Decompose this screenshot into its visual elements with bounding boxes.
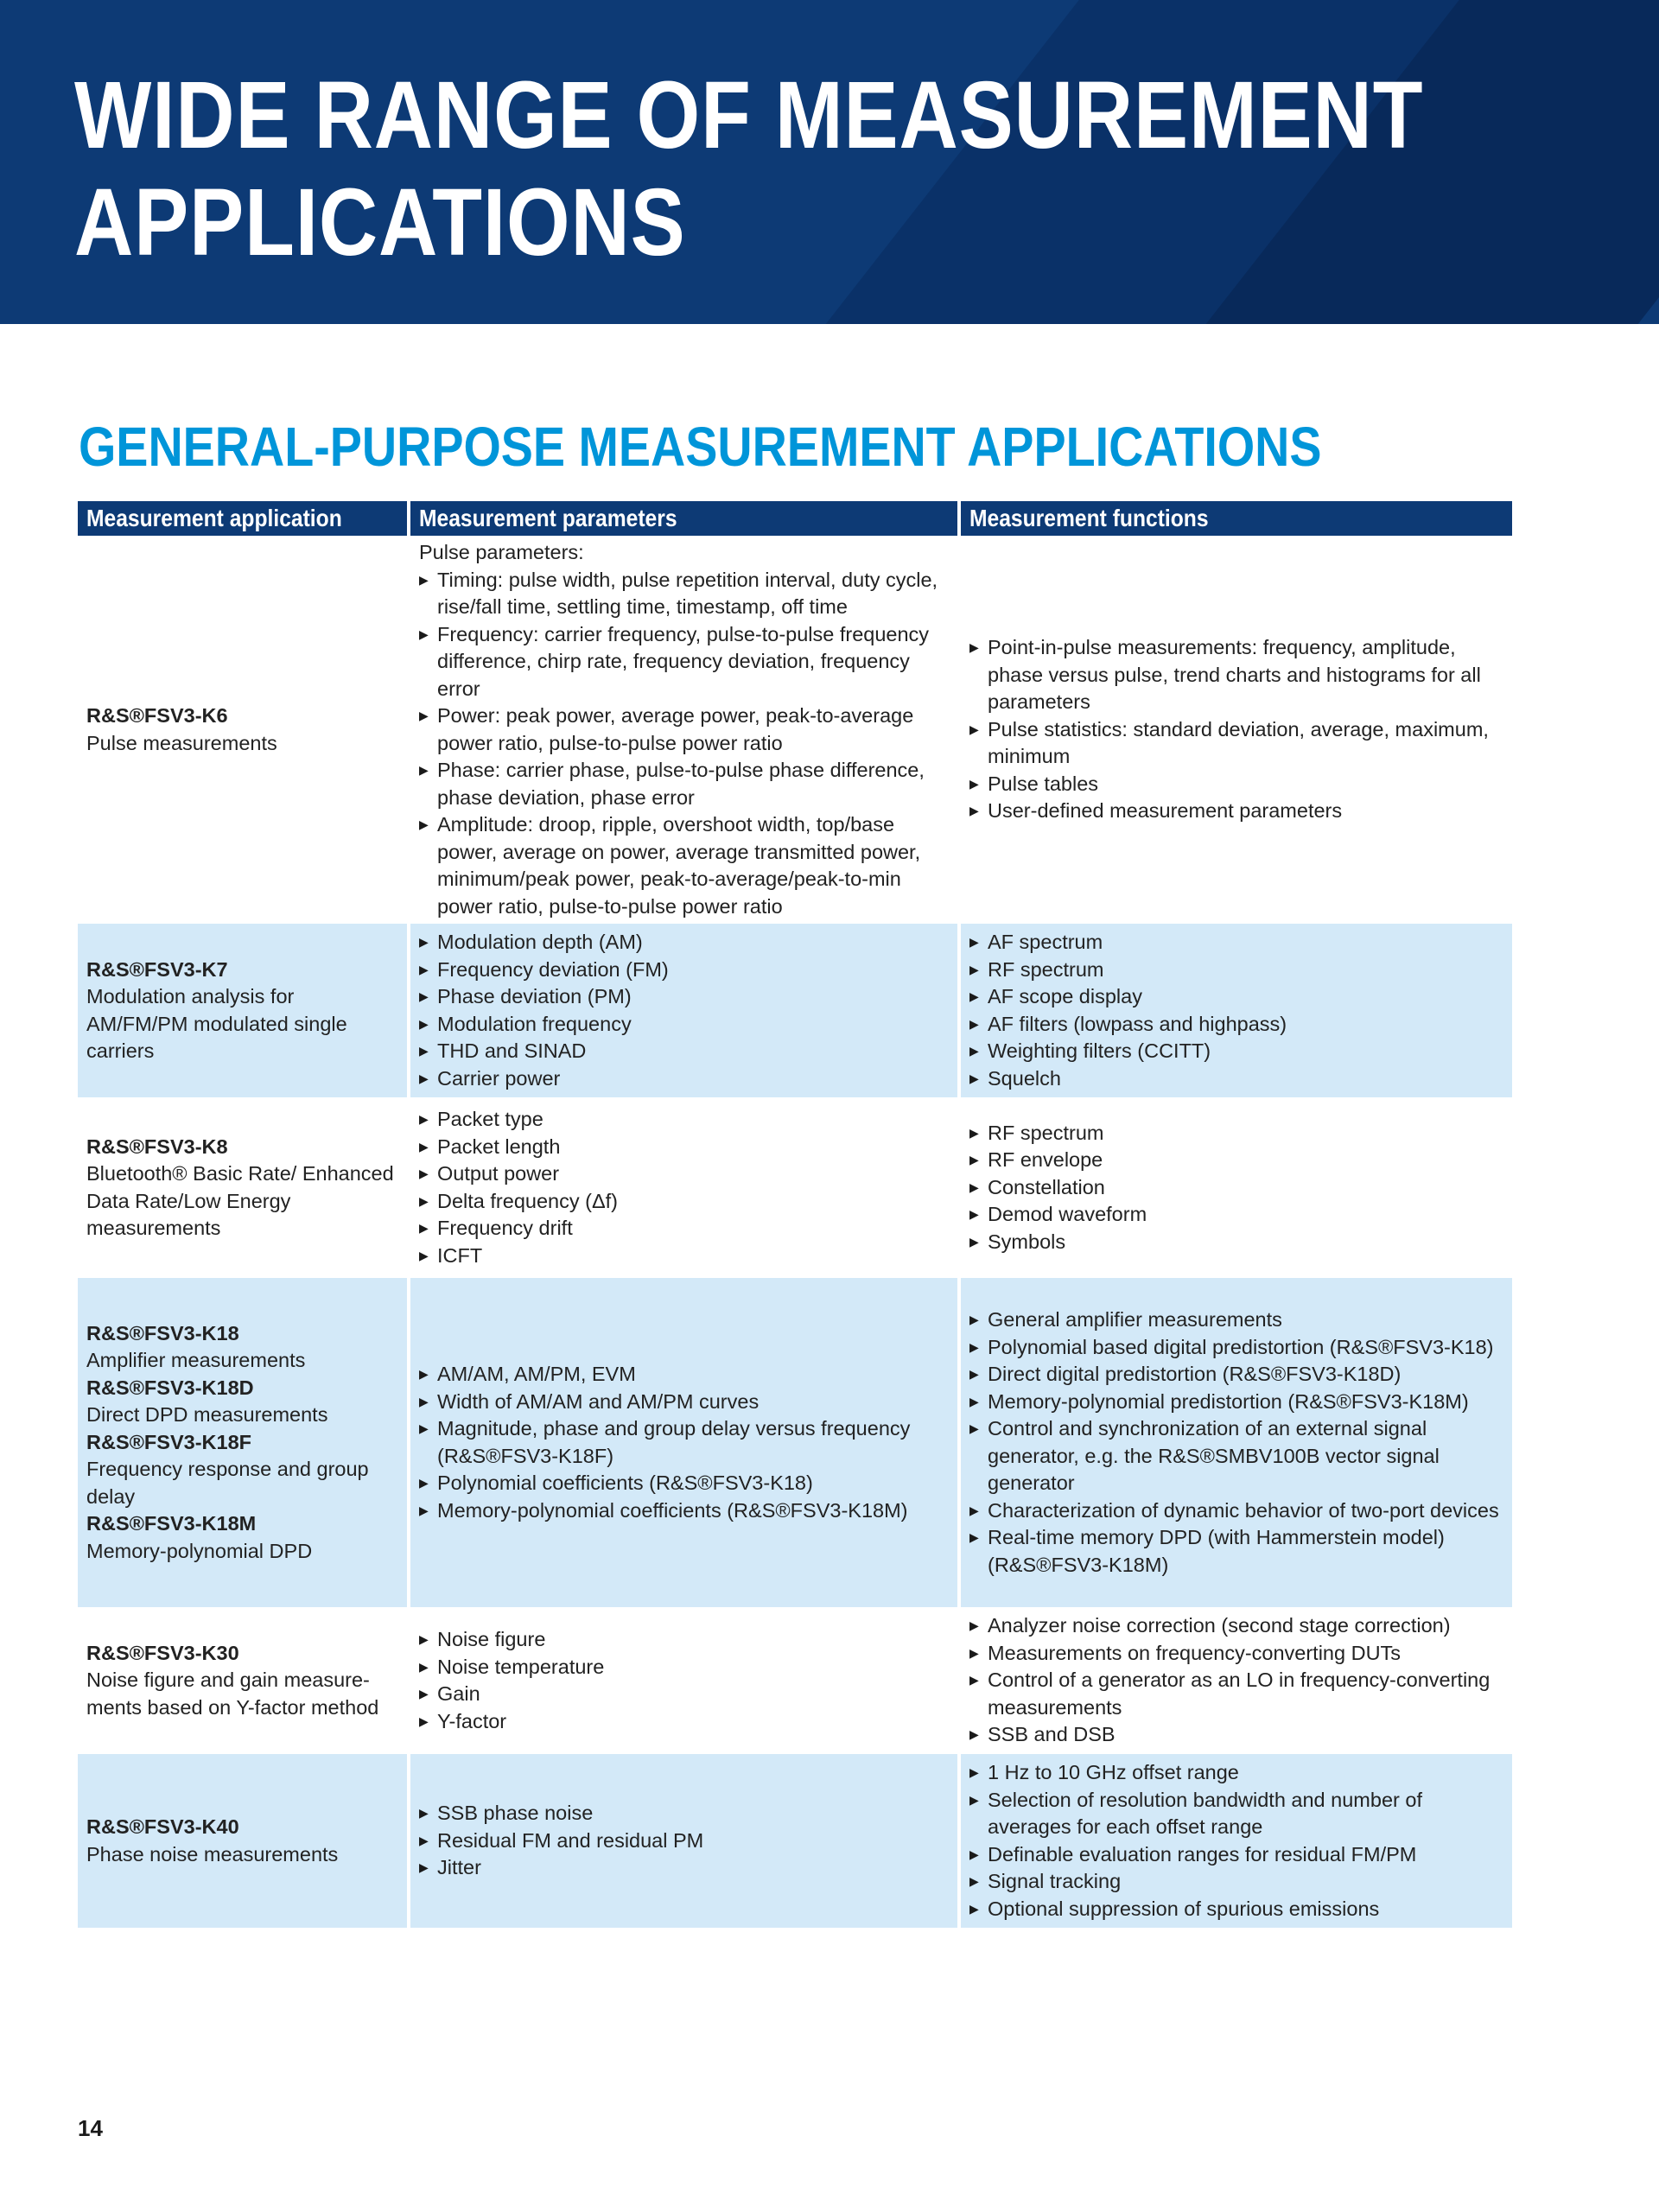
list-item: ▶ Control and synchronization of an external signal generator, e.g. the R&S®SMBV100B vector signal generator xyxy=(969,1415,1503,1497)
parameters-cell xyxy=(410,1097,961,1274)
parameters-list xyxy=(419,1626,949,1735)
parameters-cell xyxy=(410,1274,961,1607)
list-item: ▶ Noise figure xyxy=(419,1626,949,1654)
list-item: ▶ Real-time memory DPD (with Hammerstein model) (R&S®FSV3-K18M) xyxy=(969,1524,1503,1579)
list-item: ▶ Packet length xyxy=(419,1134,949,1161)
list-item: ▶ Frequency: carrier frequency, pulse-to-pulse frequency difference, chirp rate, frequency deviation, frequency error xyxy=(419,621,949,703)
table-row xyxy=(78,1751,1512,1928)
parameters-list xyxy=(419,1361,949,1524)
list-item: ▶ Power: peak power, average power, peak-to-average power ratio, pulse-to-pulse power ratio xyxy=(419,702,949,757)
list-item: ▶ Delta frequency (Δf) xyxy=(419,1188,949,1216)
parameters-list xyxy=(419,929,949,1092)
table-row xyxy=(78,1607,1512,1751)
product-description: Pulse measurements xyxy=(86,731,277,754)
column-header-functions: Measurement functions xyxy=(961,501,1512,536)
list-item: ▶ Pulse statistics: standard deviation, average, maximum, minimum xyxy=(969,716,1503,771)
list-item: ▶ Optional suppression of spurious emissions xyxy=(969,1896,1503,1923)
table-row xyxy=(78,920,1512,1097)
application-cell xyxy=(78,920,410,1097)
product-name: R&S®FSV3-K40 xyxy=(86,1815,239,1838)
list-item: ▶ SSB phase noise xyxy=(419,1800,949,1827)
list-item: ▶ Residual FM and residual PM xyxy=(419,1827,949,1855)
list-item: ▶ Analyzer noise correction (second stage correction) xyxy=(969,1612,1503,1640)
product-description: Bluetooth® Basic Rate/ Enhanced Data Rate/Low Energy measurements xyxy=(86,1162,394,1239)
functions-cell xyxy=(961,1607,1512,1751)
parameters-list xyxy=(419,1106,949,1269)
list-item: ▶ Characterization of dynamic behavior of two-port devices xyxy=(969,1497,1503,1525)
product-name: R&S®FSV3-K6 xyxy=(86,704,228,727)
list-item: ▶ Constellation xyxy=(969,1174,1503,1202)
list-item: ▶ Direct digital predistortion (R&S®FSV3-K18D) xyxy=(969,1361,1503,1389)
list-item: ▶ Modulation frequency xyxy=(419,1011,949,1039)
product-name: R&S®FSV3-K30 xyxy=(86,1641,239,1664)
list-item: ▶ Signal tracking xyxy=(969,1868,1503,1896)
list-item: ▶ General amplifier measurements xyxy=(969,1306,1503,1334)
list-item: ▶ Polynomial based digital predistortion (R&S®FSV3-K18) xyxy=(969,1334,1503,1362)
list-item: ▶ Weighting filters (CCITT) xyxy=(969,1038,1503,1065)
list-item: ▶ Phase deviation (PM) xyxy=(419,983,949,1011)
list-item: ▶ Selection of resolution bandwidth and number of averages for each offset range xyxy=(969,1787,1503,1841)
list-item: ▶ Polynomial coefficients (R&S®FSV3-K18) xyxy=(419,1470,949,1497)
column-header-parameters: Measurement parameters xyxy=(410,501,961,536)
list-item: ▶ AM/AM, AM/PM, EVM xyxy=(419,1361,949,1389)
parameters-cell xyxy=(410,1751,961,1928)
list-item: ▶ User-defined measurement parameters xyxy=(969,798,1503,825)
functions-cell xyxy=(961,536,1512,920)
list-item: ▶ SSB and DSB xyxy=(969,1721,1503,1749)
list-item: ▶ Control of a generator as an LO in frequency-converting measurements xyxy=(969,1667,1503,1721)
functions-list xyxy=(969,1120,1503,1256)
functions-list xyxy=(969,1612,1503,1749)
list-item: ▶ Phase: carrier phase, pulse-to-pulse phase difference, phase deviation, phase error xyxy=(419,757,949,811)
product-name: R&S®FSV3-K18 xyxy=(86,1321,239,1344)
table-row xyxy=(78,1274,1512,1607)
list-item: ▶ AF filters (lowpass and highpass) xyxy=(969,1011,1503,1039)
product-description: Memory-polynomial DPD xyxy=(86,1539,313,1562)
section-title: GENERAL-PURPOSE MEASUREMENT APPLICATIONS xyxy=(79,416,1322,478)
list-item: ▶ THD and SINAD xyxy=(419,1038,949,1065)
parameters-list xyxy=(419,567,949,921)
application-cell xyxy=(78,1607,410,1751)
parameters-list xyxy=(419,1800,949,1882)
product-name: R&S®FSV3-K7 xyxy=(86,957,228,981)
list-item: ▶ 1 Hz to 10 GHz offset range xyxy=(969,1759,1503,1787)
list-item: ▶ Measurements on frequency-converting DUTs xyxy=(969,1640,1503,1668)
functions-list xyxy=(969,1759,1503,1923)
list-item: ▶ Point-in-pulse measurements: frequency, amplitude, phase versus pulse, trend charts and histograms for all parameters xyxy=(969,634,1503,716)
table-row xyxy=(78,536,1512,920)
product-name: R&S®FSV3-K18D xyxy=(86,1376,254,1399)
list-item: ▶ Demod waveform xyxy=(969,1201,1503,1229)
list-item: ▶ Y-factor xyxy=(419,1708,949,1736)
list-item: ▶ RF envelope xyxy=(969,1147,1503,1174)
table-header-row xyxy=(78,501,1512,536)
list-item: ▶ Noise temperature xyxy=(419,1654,949,1681)
list-item: ▶ Frequency deviation (FM) xyxy=(419,957,949,984)
parameters-cell xyxy=(410,536,961,920)
list-item: ▶ Squelch xyxy=(969,1065,1503,1093)
list-item: ▶ RF spectrum xyxy=(969,957,1503,984)
list-item: ▶ RF spectrum xyxy=(969,1120,1503,1147)
list-item: ▶ Jitter xyxy=(419,1854,949,1882)
product-name: R&S®FSV3-K18M xyxy=(86,1512,257,1535)
table-row xyxy=(78,1097,1512,1274)
page-title xyxy=(74,62,1423,276)
functions-list xyxy=(969,1306,1503,1579)
application-cell xyxy=(78,1274,410,1607)
application-cell xyxy=(78,536,410,920)
list-item: ▶ Gain xyxy=(419,1681,949,1708)
page-number: 14 xyxy=(78,2115,103,2141)
application-cell xyxy=(78,1097,410,1274)
list-item: ▶ Frequency drift xyxy=(419,1215,949,1243)
parameters-cell xyxy=(410,920,961,1097)
list-item: ▶ Carrier power xyxy=(419,1065,949,1093)
list-item: ▶ Symbols xyxy=(969,1229,1503,1256)
list-item: ▶ Modulation depth (AM) xyxy=(419,929,949,957)
list-item: ▶ Output power xyxy=(419,1160,949,1188)
product-description: Amplifier measurements xyxy=(86,1349,306,1372)
measurement-applications-table xyxy=(78,501,1512,1928)
list-item: ▶ Timing: pulse width, pulse repetition interval, duty cycle, rise/fall time, settling time, timestamp, off time xyxy=(419,567,949,621)
product-description: Phase noise measurements xyxy=(86,1842,339,1866)
column-header-application: Measurement application xyxy=(78,501,410,536)
functions-cell xyxy=(961,1097,1512,1274)
functions-cell xyxy=(961,1751,1512,1928)
list-item: ▶ Amplitude: droop, ripple, overshoot width, top/base power, average on power, average transmitted power, minimum/peak power, peak-to-average/peak-to-min power ratio, pulse-to-pulse power ratio xyxy=(419,811,949,920)
list-item: ▶ ICFT xyxy=(419,1243,949,1270)
application-cell xyxy=(78,1751,410,1928)
product-description: Modulation analysis for AM/FM/PM modulated single carriers xyxy=(86,985,347,1062)
functions-list xyxy=(969,634,1503,825)
product-name: R&S®FSV3-K8 xyxy=(86,1135,228,1158)
page-title-line: WIDE RANGE OF MEASUREMENT xyxy=(74,62,1424,168)
list-item: ▶ Definable evaluation ranges for residual FM/PM xyxy=(969,1841,1503,1869)
list-item: ▶ AF spectrum xyxy=(969,929,1503,957)
functions-cell xyxy=(961,1274,1512,1607)
list-item: ▶ Memory-polynomial predistortion (R&S®FSV3-K18M) xyxy=(969,1389,1503,1416)
product-description: Frequency response and group delay xyxy=(86,1458,369,1508)
functions-list xyxy=(969,929,1503,1092)
list-item: ▶ Magnitude, phase and group delay versus frequency (R&S®FSV3-K18F) xyxy=(419,1415,949,1470)
parameters-intro: Pulse parameters: xyxy=(419,541,584,563)
list-item: ▶ AF scope display xyxy=(969,983,1503,1011)
list-item: ▶ Pulse tables xyxy=(969,771,1503,798)
product-description: Noise figure and gain measure-ments based on Y-factor method xyxy=(86,1669,379,1719)
parameters-cell xyxy=(410,1607,961,1751)
list-item: ▶ Packet type xyxy=(419,1106,949,1134)
functions-cell xyxy=(961,920,1512,1097)
list-item: ▶ Memory-polynomial coefficients (R&S®FSV3-K18M) xyxy=(419,1497,949,1525)
list-item: ▶ Width of AM/AM and AM/PM curves xyxy=(419,1389,949,1416)
page-title-line: APPLICATIONS xyxy=(74,169,686,276)
product-description: Direct DPD measurements xyxy=(86,1403,328,1427)
product-name: R&S®FSV3-K18F xyxy=(86,1430,251,1453)
page-header-banner xyxy=(0,0,1659,324)
